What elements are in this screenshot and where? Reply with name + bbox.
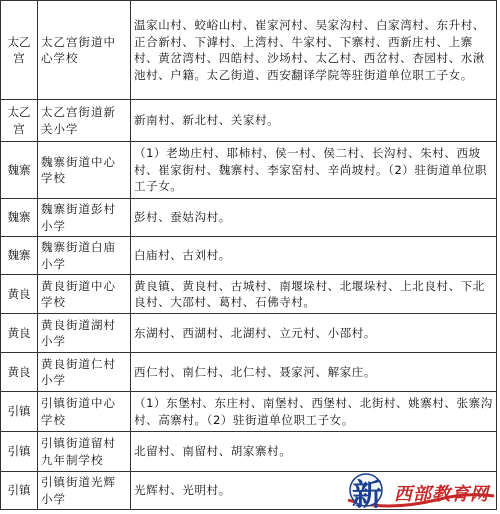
school-cell: 太乙宫街道新关小学 [38,100,131,142]
school-cell: 魏寨街道彭村小学 [38,199,131,237]
villages-cell: 彭村、蚕姑沟村。 [131,199,497,237]
area-cell: 引镇 [1,392,38,432]
area-cell: 魏寨 [1,237,38,275]
table-row [1,392,497,432]
villages-cell: （1）东堡村、东庄村、南堡村、西堡村、北街村、姚寨村、张寨沟村、高寨村。（2）驻街道单位职工子女。 [131,392,497,432]
logo-name: 西部教育网 [394,484,489,505]
school-cell: 魏寨街道白庙小学 [38,237,131,275]
table-row [1,100,497,142]
area-cell: 太乙宫 [1,1,38,100]
villages-cell: 北留村、南留村、胡家寨村。 [131,432,497,472]
school-cell: 黄良街道仁村小学 [38,353,131,392]
area-cell: 黄良 [1,314,38,353]
villages-cell: 新南村、新北村、关家村。 [131,100,497,142]
table-row [1,142,497,199]
villages-cell: 白庙村、古刘村。 [131,237,497,275]
school-cell: 太乙宫街道中心学校 [38,1,131,100]
table-row [1,353,497,392]
area-cell: 黄良 [1,353,38,392]
villages-cell: 黄良镇、黄良村、古城村、南堰垛村、北堰垛村、上北良村、下北良村、大邵村、葛村、石佛寺村。 [131,275,497,314]
area-cell: 魏寨 [1,142,38,199]
school-cell: 黄良街道湖村小学 [38,314,131,353]
table-row [1,199,497,237]
villages-cell: 西仁村、南仁村、北仁村、聂家河、解家庄。 [131,353,497,392]
table-row [1,432,497,472]
table-row [1,275,497,314]
villages-cell: 东湖村、西湖村、北湖村、立元村、小邵村。 [131,314,497,353]
table-row [1,314,497,353]
villages-cell: 光辉村、光明村。 [131,472,497,510]
logo-mark: 新 [352,478,382,513]
area-cell: 黄良 [1,275,38,314]
school-cell: 魏寨街道中心学校 [38,142,131,199]
area-cell: 引镇 [1,432,38,472]
villages-cell: （1）老坳庄村、耶柿村、侯一村、侯二村、长沟村、朱村、西坡村、崔家街村、魏寨村、李家窑村、辛尚坡村。（2）驻街道单位职工子女。 [131,142,497,199]
school-cell: 引镇街道光辉小学 [38,472,131,510]
school-cell: 黄良街道中心学校 [38,275,131,314]
area-cell: 引镇 [1,472,38,510]
school-cell: 引镇街道中心学校 [38,392,131,432]
area-cell: 太乙宫 [1,100,38,142]
table-row [1,1,497,100]
site-logo [346,470,496,513]
table-row [1,237,497,275]
school-cell: 引镇街道留村九年制学校 [38,432,131,472]
area-cell: 魏寨 [1,199,38,237]
villages-cell: 温家山村、蛟峪山村、崔家河村、吴家沟村、白家湾村、东升村、正合新村、下滹村、上湾村、牛家村、下寨村、西新庄村、上寨村、黄岔湾村、四皓村、沙场村、太乙村、西岔村、杏园村、水湫池村、户籍。太乙街道、西安翻译学院等驻街道单位职工子女。 [131,1,497,100]
